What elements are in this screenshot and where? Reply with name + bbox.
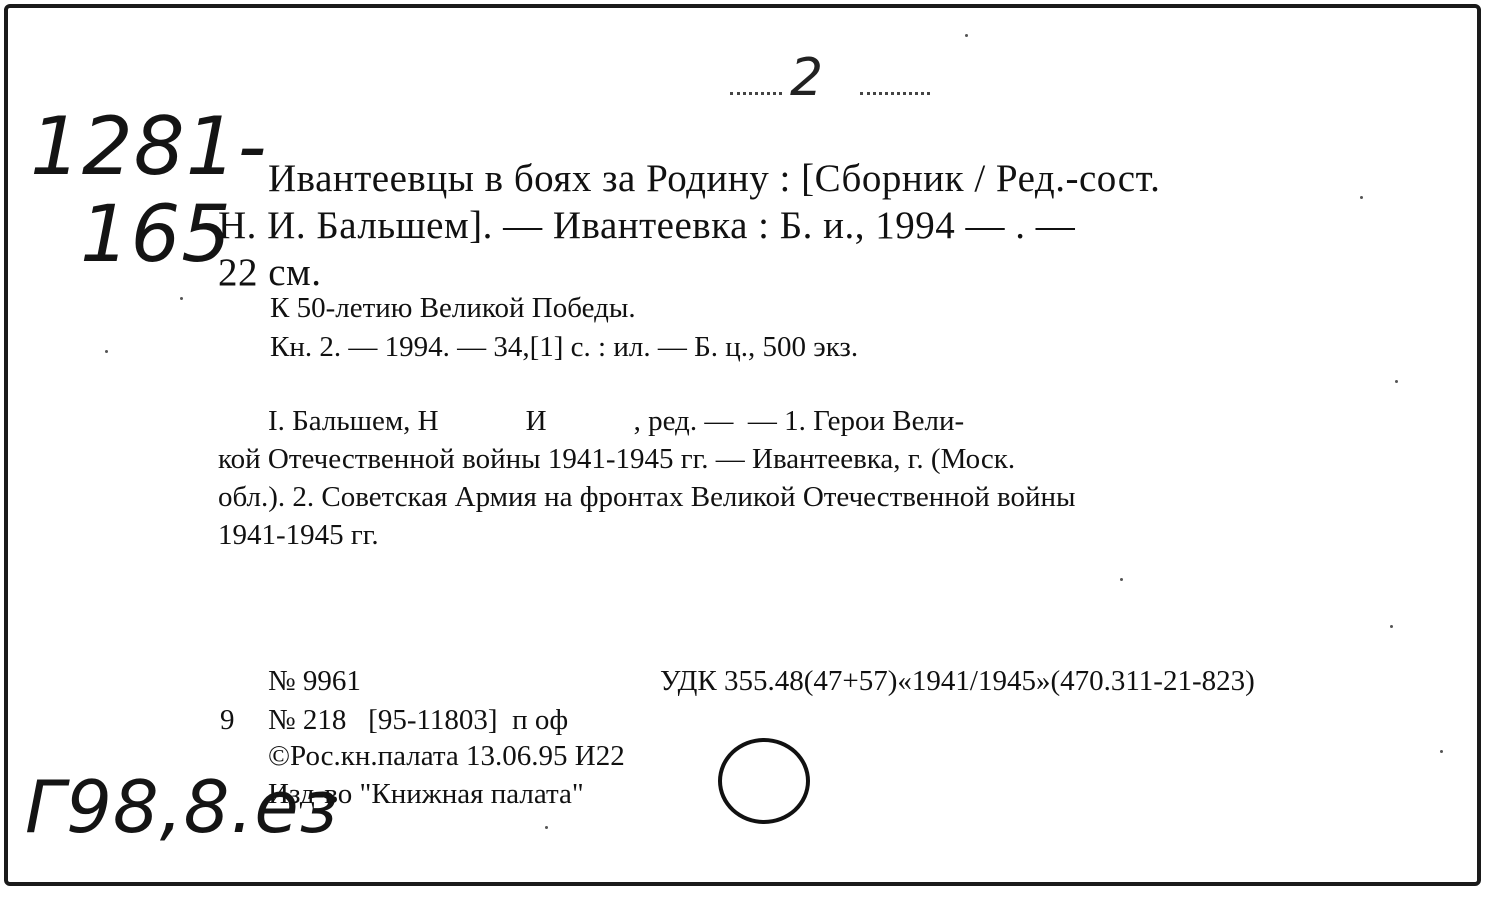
record-number: № 9961 [268,665,361,697]
subjects-line-2: кой Отечественной войны 1941-1945 гг. — Ивантеевка, г. (Моск. [218,443,1016,475]
note-volume: Кн. 2. — 1994. — 34,[1] с. : ил. — Б. ц., 500 экз. [270,331,859,363]
title-line-3: 22 см. [218,251,322,294]
scan-speck [1360,196,1363,199]
subjects-line-3: обл.). 2. Советская Армия на фронтах Великой Отечественной войны [218,481,1076,513]
publisher-line: Изд-во "Книжная палата" [268,778,584,810]
handwritten-shelfmark-1: 1281- [30,100,268,193]
page-number-dash-right [860,92,930,95]
prefix-digit: 9 [220,704,235,736]
title-line-1: Ивантеевцы в боях за Родину : [Сборник / Ред.-сост. [268,157,1161,200]
scan-speck [545,826,548,829]
subjects-line-4: 1941-1945 гг. [218,519,379,551]
round-stamp [718,738,810,824]
card-number: 2 [790,48,824,108]
handwritten-bottom-code: Г98,8.ез [25,765,339,849]
scan-speck [1390,625,1393,628]
udk-code: УДК 355.48(47+57)«1941/1945»(470.311-21-823) [660,665,1255,697]
note-anniversary: К 50-летию Великой Победы. [270,292,636,324]
scan-speck [105,350,108,353]
order-number: № 218 [95-11803] п оф [268,704,569,736]
copyright-line: ©Рос.кн.палата 13.06.95 И22 [268,740,625,772]
scan-speck [1120,578,1123,581]
handwritten-shelfmark-2: 165 [80,190,232,280]
subjects-line-1: I. Бальшем, Н И , ред. — — 1. Герои Вели- [268,405,965,437]
page-number-dash-left [730,92,782,95]
scan-speck [1395,380,1398,383]
scan-speck [180,297,183,300]
title-line-2: Н. И. Бальшем]. — Ивантеевка : Б. и., 1994 — . — [218,204,1076,247]
scan-speck [1440,750,1443,753]
scan-speck [965,34,968,37]
